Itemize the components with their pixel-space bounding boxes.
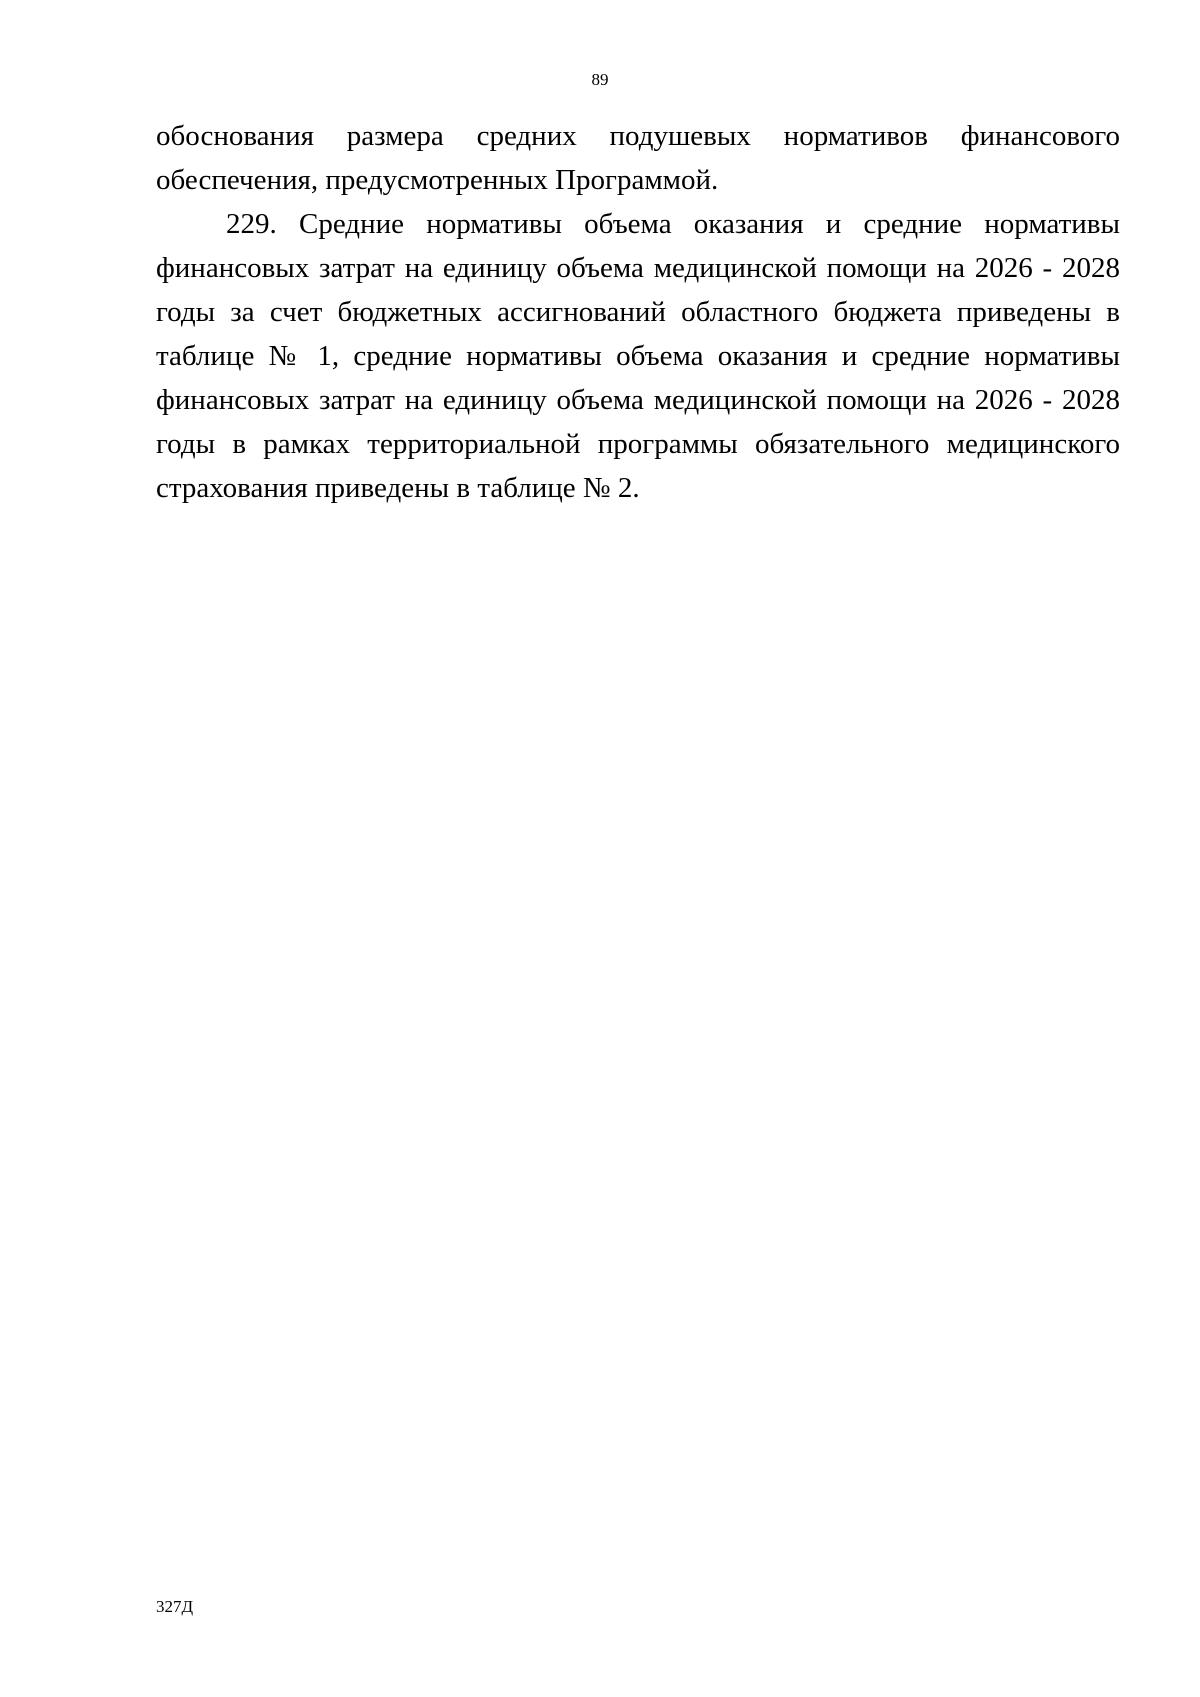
document-code: 327Д [156, 1597, 194, 1616]
paragraph-continuation: обоснования размера средних подушевых нормативов финансового обеспечения, предусмотренных Программой. [156, 120, 1120, 196]
document-body [156, 114, 1120, 510]
page-number: 89 [591, 70, 609, 89]
paragraph-229: 229. Средние нормативы объема оказания и средние нормативы финансовых затрат на единицу объема медицинской помощи на 2026 - 2028 годы за счет бюджетных ассигнований областного бюджета приведены в таблице № 1, средние нормативы объема оказания и средние нормативы финансовых затрат на единицу объема медицинской помощи на 2026 - 2028 годы в рамках территориальной программы обязательного медицинского страхования приведены в таблице № 2. [156, 208, 1120, 504]
